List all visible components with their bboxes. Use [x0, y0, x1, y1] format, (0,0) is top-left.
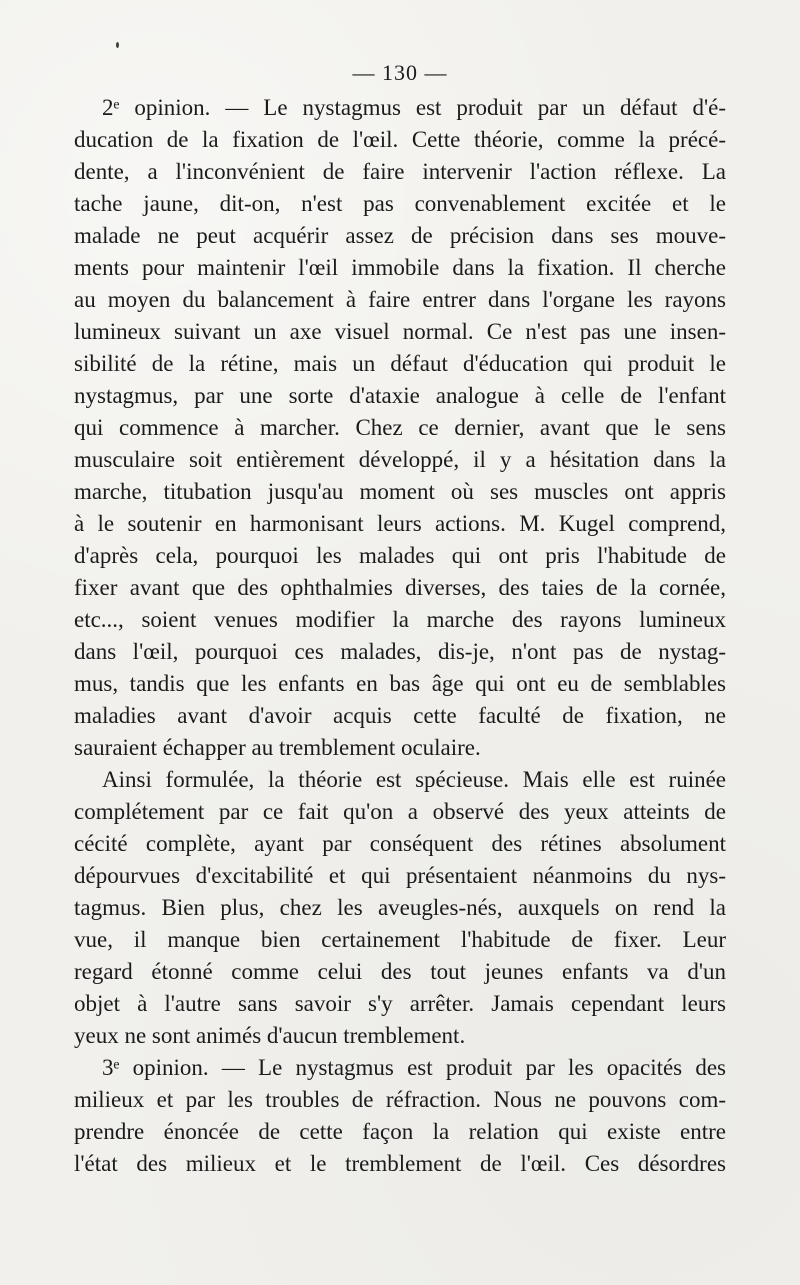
text-line: musculaire soit entièrement développé, il y a hésitation dans la	[74, 447, 726, 472]
text-line: mus, tandis que les enfants en bas âge qui ont eu de semblables	[74, 671, 726, 696]
text-line: Ainsi formulée, la théorie est spécieuse. Mais elle est ruinée	[102, 767, 726, 792]
text-line: maladies avant d'avoir acquis cette faculté de fixation, ne	[74, 703, 726, 728]
text-line: ducation de la fixation de l'œil. Cette théorie, comme la précé-	[74, 127, 726, 152]
text-line: regard étonné comme celui des tout jeunes enfants va d'un	[74, 959, 726, 984]
text-line: complétement par ce fait qu'on a observé des yeux atteints de	[74, 799, 726, 824]
text-line: à le soutenir en harmonisant leurs actions. M. Kugel comprend,	[74, 511, 726, 536]
text-line: lumineux suivant un axe visuel normal. Ce n'est pas une insen-	[74, 319, 726, 344]
text-line: dépourvues d'excitabilité et qui présentaient néanmoins du nys-	[74, 863, 726, 888]
text-line: vue, il manque bien certainement l'habitude de fixer. Leur	[74, 927, 726, 952]
text-line: prendre énoncée de cette façon la relation qui existe entre	[74, 1119, 726, 1144]
text-line: cécité complète, ayant par conséquent des rétines absolument	[74, 831, 726, 856]
text-line: tagmus. Bien plus, chez les aveugles-nés, auxquels on rend la	[74, 895, 726, 920]
text-line: d'après cela, pourquoi les malades qui ont pris l'habitude de	[74, 543, 726, 568]
page-number: — 130 —	[352, 60, 448, 85]
text-line: dente, a l'inconvénient de faire intervenir l'action réflexe. La	[74, 159, 726, 184]
text-line: sibilité de la rétine, mais un défaut d'éducation qui produit le	[74, 351, 726, 376]
text-line: milieux et par les troubles de réfraction. Nous ne pouvons com-	[74, 1087, 726, 1112]
text-line: nystagmus, par une sorte d'ataxie analogue à celle de l'enfant	[74, 383, 726, 408]
text-line: malade ne peut acquérir assez de précision dans ses mouve-	[74, 223, 726, 248]
text-line: au moyen du balancement à faire entrer dans l'organe les rayons	[74, 287, 726, 312]
text-line: 3ᵉ opinion. — Le nystagmus est produit par les opacités des	[102, 1055, 726, 1080]
text-line: l'état des milieux et le tremblement de l'œil. Ces désordres	[74, 1151, 726, 1176]
ink-speck	[116, 42, 119, 48]
text-line: tache jaune, dit-on, n'est pas convenablement excitée et le	[74, 191, 726, 216]
text-line: sauraient échapper au tremblement oculaire.	[74, 735, 481, 760]
text-line: marche, titubation jusqu'au moment où ses muscles ont appris	[74, 479, 726, 504]
text-line: ments pour maintenir l'œil immobile dans la fixation. Il cherche	[74, 255, 726, 280]
text-line: qui commence à marcher. Chez ce dernier, avant que le sens	[74, 415, 726, 440]
text-line: etc..., soient venues modifier la marche des rayons lumineux	[74, 607, 726, 632]
text-line: objet à l'autre sans savoir s'y arrêter. Jamais cependant leurs	[74, 991, 726, 1016]
text-line: fixer avant que des ophthalmies diverses, des taies de la cornée,	[74, 575, 726, 600]
main-text	[74, 92, 726, 1180]
text-line: dans l'œil, pourquoi ces malades, dis-je, n'ont pas de nystag-	[74, 639, 726, 664]
text-line: yeux ne sont animés d'aucun tremblement.	[74, 1023, 466, 1048]
text-line: 2ᵉ opinion. — Le nystagmus est produit par un défaut d'é-	[102, 95, 726, 120]
